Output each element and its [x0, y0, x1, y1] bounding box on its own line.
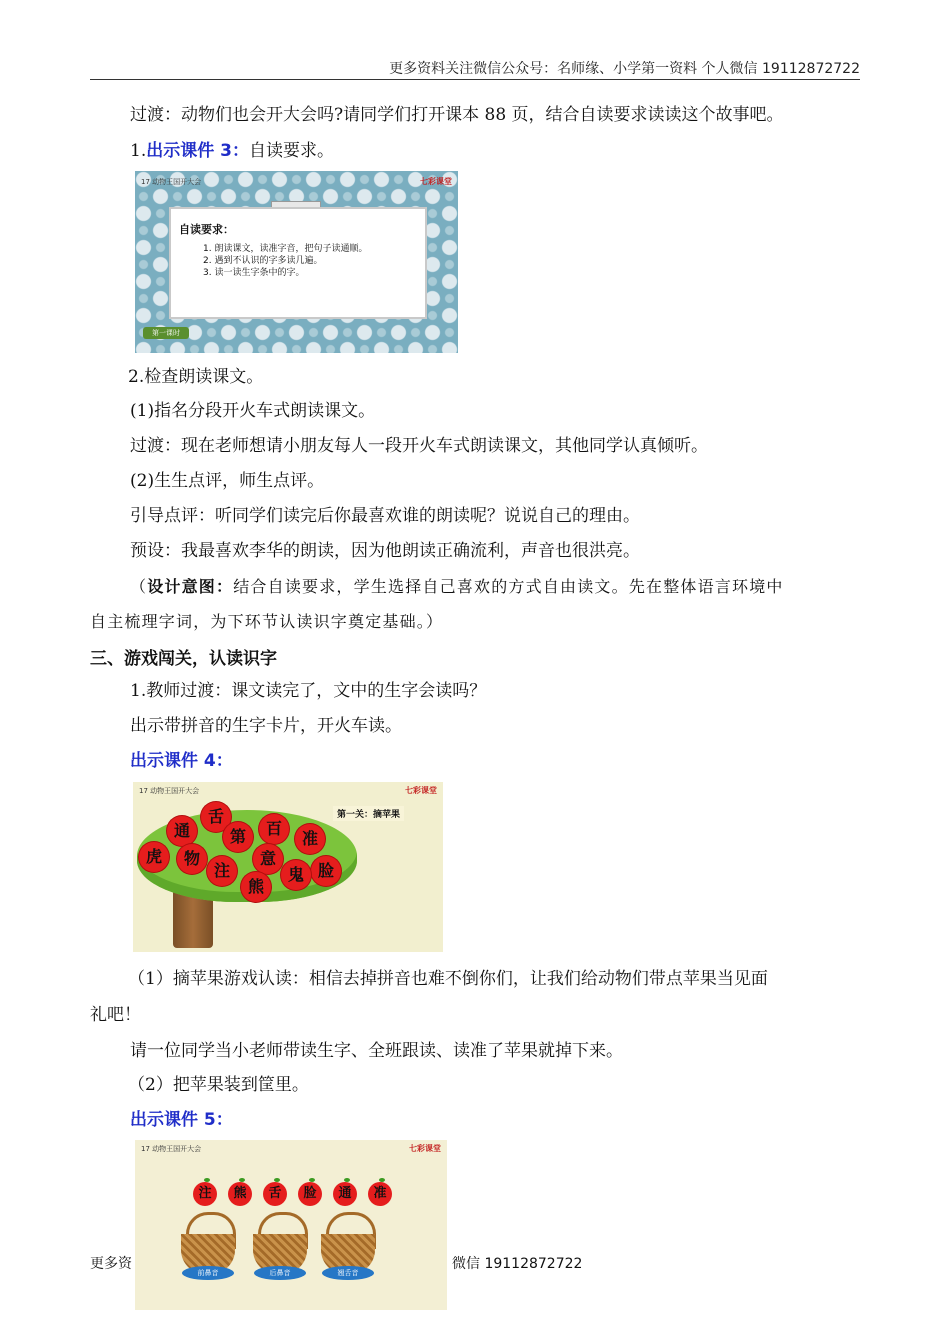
section-3-heading: 三、游戏闯关，认读识字 [90, 649, 277, 669]
lesson-button: 第一课时 [143, 327, 189, 339]
requirement-item: 1. 朗读课文，读准字音，把句子读通顺。 [203, 244, 368, 254]
slide-title: 17 动物王国开大会 [141, 1145, 202, 1153]
step-1-line [130, 139, 334, 163]
box-heading: 自读要求： [179, 223, 234, 236]
transition-line-2: 过渡：现在老师想请小朋友每人一段开火车式朗读课文，其他同学认真倾听。 [130, 436, 708, 456]
apple-card[interactable]: 熊 [228, 1182, 252, 1206]
apple-card[interactable]: 注 [193, 1182, 217, 1206]
basket-label: 后鼻音 [254, 1266, 306, 1280]
apple-card[interactable]: 熊 [241, 872, 271, 902]
guide-comment-line: 引导点评：听同学们读完后你最喜欢谁的朗读呢？说说自己的理由。 [130, 506, 640, 526]
slide-title: 17 动物王国开大会 [141, 178, 202, 186]
step-number: 1. [130, 141, 147, 161]
apple-card[interactable]: 第 [223, 822, 253, 852]
leaf-icon [309, 1178, 315, 1182]
courseware-3-label: 出示课件 3： [146, 141, 249, 161]
basket-label: 前鼻音 [182, 1266, 234, 1280]
apple-card[interactable]: 通 [333, 1182, 357, 1206]
apple-card[interactable]: 意 [253, 844, 283, 874]
apple-card[interactable]: 鬼 [281, 860, 311, 890]
small-teacher-line: 请一位同学当小老师带读生字、全班跟读、读准了苹果就掉下来。 [130, 1041, 623, 1061]
design-intent-label: 设计意图： [147, 577, 234, 596]
brand-logo: 七彩课堂 [420, 177, 452, 186]
apple-card[interactable]: 虎 [139, 842, 169, 872]
basket-step-line: （2）把苹果装到筐里。 [128, 1075, 309, 1095]
footer-right-text: 微信 19112872722 [452, 1256, 583, 1272]
basket-label: 翘舌音 [322, 1266, 374, 1280]
show-cards-line: 出示带拼音的生字卡片，开火车读。 [130, 716, 402, 736]
header-divider [90, 79, 860, 80]
leaf-icon [239, 1178, 245, 1182]
design-open-paren: （ [130, 577, 148, 596]
footer-left-text: 更多资 [90, 1256, 132, 1272]
brand-logo: 七彩课堂 [409, 1144, 441, 1153]
step-2-line: 2.检查朗读课文。 [128, 367, 264, 387]
apple-game-line-2: 礼吧！ [90, 1005, 141, 1025]
design-intent-text: 结合自读要求，学生选择自己喜欢的方式自由读文。先在整体语言环境中 [233, 577, 784, 596]
leaf-icon [379, 1178, 385, 1182]
apple-card[interactable]: 注 [207, 856, 237, 886]
design-intent-line-2: 自主梳理字词，为下环节认读识字奠定基础。） [90, 612, 444, 631]
requirement-item: 2. 遇到不认识的字多读几遍。 [203, 256, 323, 266]
apple-game-line-1: （1）摘苹果游戏认读：相信去掉拼音也难不倒你们，让我们给动物们带点苹果当见面 [128, 969, 768, 989]
apple-card[interactable]: 准 [295, 824, 325, 854]
courseware-5-label: 出示课件 5： [130, 1110, 233, 1130]
apple-card[interactable]: 脸 [311, 856, 341, 886]
apple-card[interactable]: 舌 [263, 1182, 287, 1206]
leaf-icon [204, 1178, 210, 1182]
apple-card[interactable]: 脸 [298, 1182, 322, 1206]
substep-2-line: (2)生生点评，师生点评。 [130, 471, 325, 491]
apple-card[interactable]: 通 [167, 816, 197, 846]
slide-title: 17 动物王国开大会 [139, 787, 200, 795]
apple-card[interactable]: 舌 [201, 802, 231, 832]
design-intent-line-1 [130, 574, 784, 597]
requirement-item: 3. 读一读生字条中的字。 [203, 268, 305, 278]
apple-card[interactable]: 物 [177, 844, 207, 874]
preset-answer-line: 预设：我最喜欢李华的朗读，因为他朗读正确流利，声音也很洪亮。 [130, 541, 640, 561]
courseware-4-slide [133, 782, 443, 952]
leaf-icon [274, 1178, 280, 1182]
transition-line-1: 过渡：动物们也会开大会吗?请同学们打开课本 88 页，结合自读要求读读这个故事吧。 [130, 105, 784, 125]
courseware-4-label: 出示课件 4： [130, 751, 233, 771]
substep-1-line: (1)指名分段开火车式朗读课文。 [130, 401, 376, 421]
game-level-label: 第一关：摘苹果 [333, 806, 404, 821]
page-header: 更多资料关注微信公众号：名师缘、小学第一资料 个人微信 19112872722 [389, 61, 860, 77]
leaf-icon [344, 1178, 350, 1182]
courseware-5-slide [135, 1140, 447, 1310]
requirement-list [203, 243, 367, 279]
teacher-transition-line: 1.教师过渡：课文读完了，文中的生字会读吗？ [130, 681, 487, 701]
courseware-3-slide [135, 171, 458, 353]
apple-card[interactable]: 准 [368, 1182, 392, 1206]
apple-card[interactable]: 百 [259, 814, 289, 844]
self-reading-box [169, 207, 427, 319]
brand-logo: 七彩课堂 [405, 786, 437, 795]
step-1-text: 自读要求。 [248, 141, 334, 161]
